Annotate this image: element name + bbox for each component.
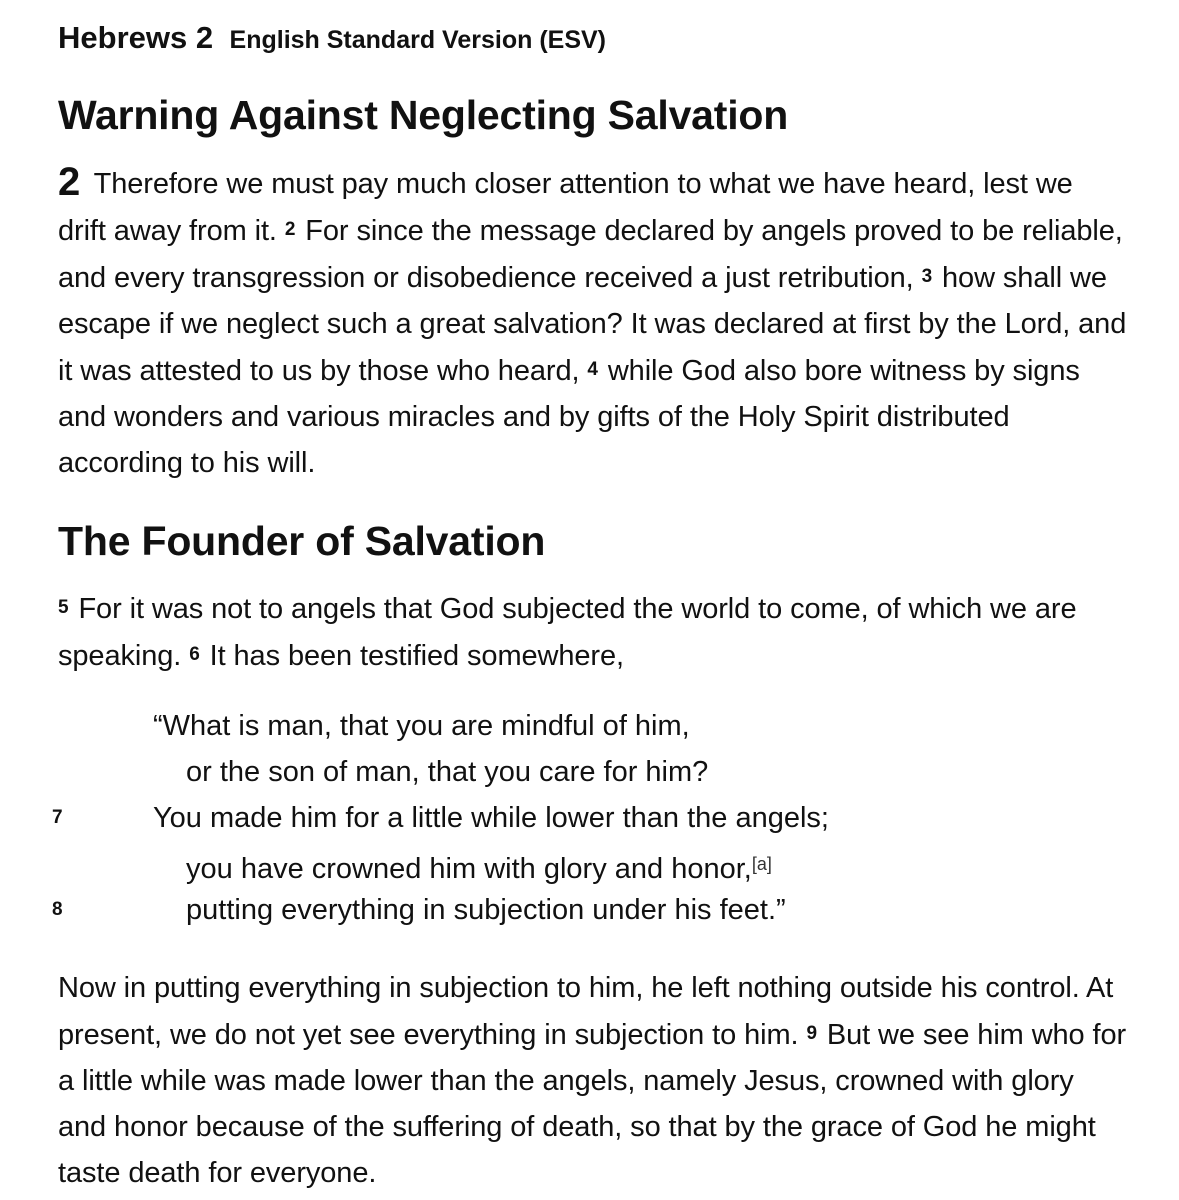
verse-number-9: 9 <box>806 1023 817 1044</box>
section-heading-warning: Warning Against Neglecting Salvation <box>58 92 789 138</box>
verse-number-4: 4 <box>587 359 598 380</box>
paragraph-verses-8-9 <box>58 965 1128 1196</box>
poetry-block <box>52 703 1128 933</box>
poem-line <box>58 749 1128 795</box>
verse-1-text: Therefore we must pay much closer attention to what we have heard, lest we drift away from it. <box>58 168 1073 247</box>
verse-3-text: how shall we escape if we neglect such a great salvation? It was declared at first by the Lord, and it was attested to us by those who heard, <box>58 262 1127 387</box>
verse-6-text: It has been testified somewhere, <box>209 640 624 672</box>
verse-number-7: 7 <box>52 807 63 828</box>
section-heading-founder: The Founder of Salvation <box>58 518 546 564</box>
chapter-number: 2 <box>58 160 81 204</box>
paragraph-verses-5-6 <box>58 585 1128 679</box>
poem-line-text: or the son of man, that you care for him? <box>186 756 709 788</box>
poem-line <box>52 887 1128 933</box>
poem-line <box>58 841 1128 887</box>
poem-line-text: You made him for a little while lower than the angels; <box>153 802 829 834</box>
passage-header <box>58 20 606 56</box>
verse-number-2: 2 <box>284 219 296 240</box>
poem-line <box>58 703 1128 749</box>
poem-line-text: “What is man, that you are mindful of him, <box>153 710 690 742</box>
verse-number-3: 3 <box>921 266 933 287</box>
book-reference[interactable]: Hebrews 2 <box>58 20 214 55</box>
verse-number-5: 5 <box>58 597 69 618</box>
verse-number-8: 8 <box>52 899 63 920</box>
poem-line-with-footnote <box>186 841 772 892</box>
paragraph-verses-1-4 <box>58 159 1128 486</box>
verse-2-text: For since the message declared by angels proved to be reliable, and every transgression or disobedience received a just retribution, <box>58 215 1123 294</box>
footnote-link[interactable]: [a] <box>751 854 772 874</box>
verse-9-text: But we see him who for a little while was made lower than the angels, namely Jesus, crowned with glory and honor because of the suffering of death, so that by the grace of God he might taste death for everyone. <box>58 1019 1127 1189</box>
verse-number-6: 6 <box>189 644 200 665</box>
poem-line <box>52 795 1128 841</box>
poem-line-text: putting everything in subjection under his feet.” <box>186 894 786 926</box>
verse-5-text: For it was not to angels that God subjected the world to come, of which we are speaking. <box>58 593 1077 672</box>
poem-line-text: you have crowned him with glory and honor, <box>186 853 752 885</box>
version-name[interactable]: English Standard Version (ESV) <box>229 26 606 54</box>
verse-8-continuation-text: Now in putting everything in subjection to him, he left nothing outside his control. At present, we do not yet see everything in subjection to him. <box>58 972 1114 1051</box>
verse-4-text: while God also bore witness by signs and wonders and various miracles and by gifts of the Holy Spirit distributed according to his will. <box>58 355 1080 479</box>
